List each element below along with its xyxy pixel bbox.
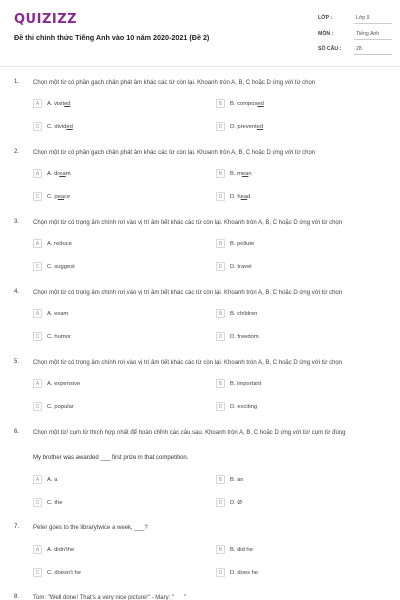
divider (354, 39, 392, 40)
option-text: C. doesn't he (47, 569, 81, 576)
option-letter-box: C (33, 262, 42, 271)
question-number: 2. (14, 149, 20, 155)
option-letter-box: A (33, 379, 42, 388)
page-title: Đề thi chính thức Tiếng Anh vào 10 năm 2020-2021 (Đề 2) (14, 33, 210, 42)
question-number: 5. (14, 359, 20, 365)
option-letter-box: A (33, 545, 42, 554)
question-text: Chọn một từ có phần gạch chân phát âm khác các từ còn lại. Khoanh tròn A, B, C hoặc D ứng với từ chọn (33, 80, 316, 86)
option-text: C. suggest (47, 263, 75, 270)
option-letter-box: A (33, 99, 42, 108)
option-text: D. does he (230, 569, 259, 576)
option-text: A. a (47, 476, 58, 483)
option-text: A. expensive (47, 380, 81, 387)
option-letter-box: D (216, 192, 225, 201)
option-letter-box: B (216, 169, 225, 178)
option-letter-box: D (216, 332, 225, 341)
option-text: B. did he (230, 546, 253, 553)
option-letter-box: A (33, 475, 42, 484)
option-text: D. head (230, 193, 251, 200)
question-text: Chọn một từ có phần gạch chân phát âm khác các từ còn lại. Khoanh tròn A, B, C hoặc D ứng với từ chọn (33, 150, 316, 156)
option-letter-box: B (216, 475, 225, 484)
option-letter-box: A (33, 239, 42, 248)
question-number: 4. (14, 289, 20, 295)
quizizz-logo: QUIZIZZ (14, 12, 78, 27)
question-text: Chọn một từ có trọng âm chính rơi vào vị trí âm tiết khác các từ còn lại. Khoanh tròn A, B, C hoặc D ứng với từ chọn (33, 220, 343, 226)
option-text: B. important (230, 380, 262, 387)
option-text: A. exam (47, 310, 69, 317)
option-text: D. Ø (230, 499, 242, 506)
option-text: B. mean (230, 170, 252, 177)
option-letter-box: B (216, 379, 225, 388)
question-text: Chọn một từ có trọng âm chính rơi vào vị trí âm tiết khác các từ còn lại. Khoanh tròn A, B, C hoặc D ứng với từ chọn (33, 360, 343, 366)
option-text: A. didn'the (47, 546, 75, 553)
option-text: B. children (230, 310, 258, 317)
question-text: Tom: "Well done! That's a very nice picture!" - Mary: "___" (33, 595, 187, 600)
option-letter-box: C (33, 568, 42, 577)
option-letter-box: D (216, 568, 225, 577)
option-letter-box: B (216, 99, 225, 108)
meta-label: SỐ CÂU : (318, 46, 342, 52)
option-text: D. freedom (230, 333, 259, 340)
option-letter-box: D (216, 122, 225, 131)
option-letter-box: B (216, 309, 225, 318)
option-text: A. visited (47, 100, 71, 107)
meta-label: MÔN : (318, 31, 334, 37)
option-text: D. travel (230, 263, 252, 270)
option-text: A. reduce (47, 240, 72, 247)
option-letter-box: A (33, 169, 42, 178)
option-letter-box: D (216, 498, 225, 507)
option-letter-box: C (33, 332, 42, 341)
question-sentence: My brother was awarded ___ first prize in that competition. (33, 455, 189, 461)
option-letter-box: C (33, 122, 42, 131)
option-letter-box: D (216, 262, 225, 271)
option-text: B. pollute (230, 240, 255, 247)
meta-label: LỚP : (318, 15, 333, 21)
option-text: D. prevented (230, 123, 264, 130)
question-text: Chọn một từ có trọng âm chính rơi vào vị trí âm tiết khác các từ còn lại. Khoanh tròn A, B, C hoặc D ứng với từ chọn (33, 290, 343, 296)
meta-value: Tiếng Anh (356, 31, 380, 37)
option-text: C. the (47, 499, 63, 506)
header-divider (0, 66, 400, 67)
divider (354, 23, 392, 24)
option-text: C. humor (47, 333, 71, 340)
question-number: 7. (14, 524, 20, 530)
option-letter-box: C (33, 498, 42, 507)
meta-value: Lớp 9 (356, 15, 370, 21)
worksheet-header (0, 0, 400, 64)
option-text: C. peace (47, 193, 71, 200)
option-text: C. popular (47, 403, 74, 410)
option-letter-box: C (33, 192, 42, 201)
option-text: A. dream (47, 170, 71, 177)
meta-value: 28 (356, 46, 362, 52)
option-text: B. composed (230, 100, 264, 107)
option-letter-box: C (33, 402, 42, 411)
option-letter-box: B (216, 239, 225, 248)
question-number: 6. (14, 429, 20, 435)
question-number: 1. (14, 79, 20, 85)
question-number: 3. (14, 219, 20, 225)
question-text: Chọn một từ/ cụm từ thích hợp nhất để hoàn chỉnh các câu sau. Khoanh tròn A, B, C hoặc D ứng với từ/ cụm từ đúng (33, 430, 346, 436)
option-text: D. exciting (230, 403, 258, 410)
question-text: Peter goes to the librarytwice a week, ___? (33, 525, 148, 531)
divider (354, 54, 392, 55)
option-text: C. divided (47, 123, 73, 130)
option-letter-box: D (216, 402, 225, 411)
option-letter-box: A (33, 309, 42, 318)
option-letter-box: B (216, 545, 225, 554)
option-text: B. an (230, 476, 244, 483)
question-number: 8. (14, 594, 20, 600)
